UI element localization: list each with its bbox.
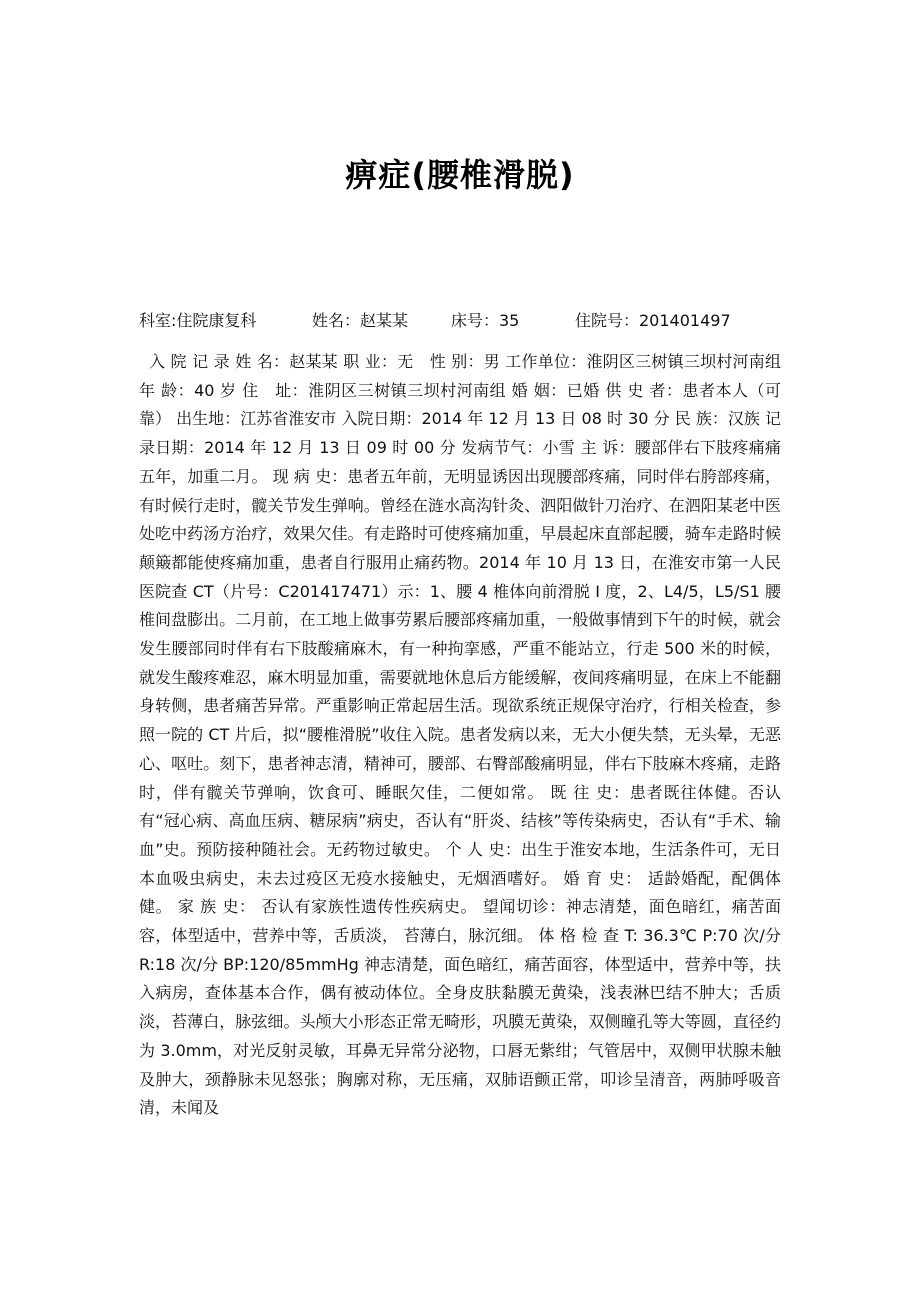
department-field: 科室:住院康复科 (139, 311, 257, 330)
admission-number-field: 住院号：201401497 (575, 311, 731, 330)
patient-name-field: 姓名：赵某某 (312, 311, 409, 330)
admission-record-body: 入 院 记 录 姓 名：赵某某 职 业：无 性 别：男 工作单位：淮阴区三树镇三坝村河南组 年 龄：40 岁 住 址：淮阴区三树镇三坝村河南组 婚 姻：已婚 供 史 者：患者本人（可靠） 出生地：江苏省淮安市 入院日期：2014 年 12 月 13 日 08 时 30 分 民 族：汉族 记录日期：2014 年 12 月 13 日 09 时 00 分 发病节气：小雪 主 诉：腰部伴右下肢疼痛痛五年，加重二月。 现 病 史：患者五年前，无明显诱因出现腰部疼痛，同时伴右胯部疼痛，有时候行走时，髋关节发生弹响。曾经在涟水高沟针灸、泗阳做针刀治疗、在泗阳某老中医处吃中药汤方治疗，效果欠佳。有走路时可使疼痛加重，早晨起床直部起腰，骑车走路时候颠簸都能使疼痛加重，患者自行服用止痛药物。2014 年 10 月 13 日，在淮安市第一人民医院查 CT（片号：C201417471）示：1、腰 4 椎体向前滑脱 I 度，2、L4/5，L5/S1 腰椎间盘膨出。二月前，在工地上做事劳累后腰部疼痛加重，一般做事情到下午的时候，就会发生腰部同时伴有右下肢酸痛麻木，有一种拘挛感，严重不能站立，行走 500 米的时候，就发生酸疼难忍，麻木明显加重，需要就地休息后方能缓解，夜间疼痛明显，在床上不能翻身转侧，患者痛苦异常。严重影响正常起居生活。现欲系统正规保守治疗，行相关检查，参照一院的 CT 片后，拟“腰椎滑脱”收住入院。患者发病以来，无大小便失禁，无头晕，无恶心、呕吐。刻下，患者神志清，精神可，腰部、右臀部酸痛明显，伴右下肢麻木疼痛，走路时，伴有髋关节弹响，饮食可、睡眠欠佳，二便如常。 既 往 史：患者既往体健。否认有“冠心病、高血压病、糖尿病”病史，否认有“肝炎、结核”等传染病史，否认有“手术、输血”史。预防接种随社会。无药物过敏史。 个 人 史：出生于淮安本地，生活条件可，无日本血吸虫病史，未去过疫区无疫水接触史，无烟酒嗜好。 婚 育 史： 适龄婚配，配偶体健。 家 族 史： 否认有家族性遗传性疾病史。 望闻切诊：神志清楚，面色暗红，痛苦面容，体型适中，营养中等，舌质淡， 苔薄白，脉沉细。 体 格 检 查 T: 36.3℃ P:70 次/分 R:18 次/分 BP:120/85mmHg 神志清楚，面色暗红，痛苦面容，体型适中，营养中等，扶入病房，查体基本合作，偶有被动体位。全身皮肤黏膜无黄染，浅表淋巴结不肿大；舌质淡，苔薄白，脉弦细。头颅大小形态正常无畸形，巩膜无黄染，双侧瞳孔等大等圆，直径约为 3.0mm，对光反射灵敏，耳鼻无异常分泌物，口唇无紫绀；气管居中，双侧甲状腺未触及肿大，颈静脉未见怒张；胸廓对称，无压痛，双肺语颤正常，叩诊呈清音，两肺呼吸音清，未闻及 (139, 352, 781, 1118)
patient-info-row (139, 309, 789, 333)
document-title: 痹症(腰椎滑脱) (345, 156, 575, 194)
bed-number-field: 床号：35 (451, 311, 520, 330)
